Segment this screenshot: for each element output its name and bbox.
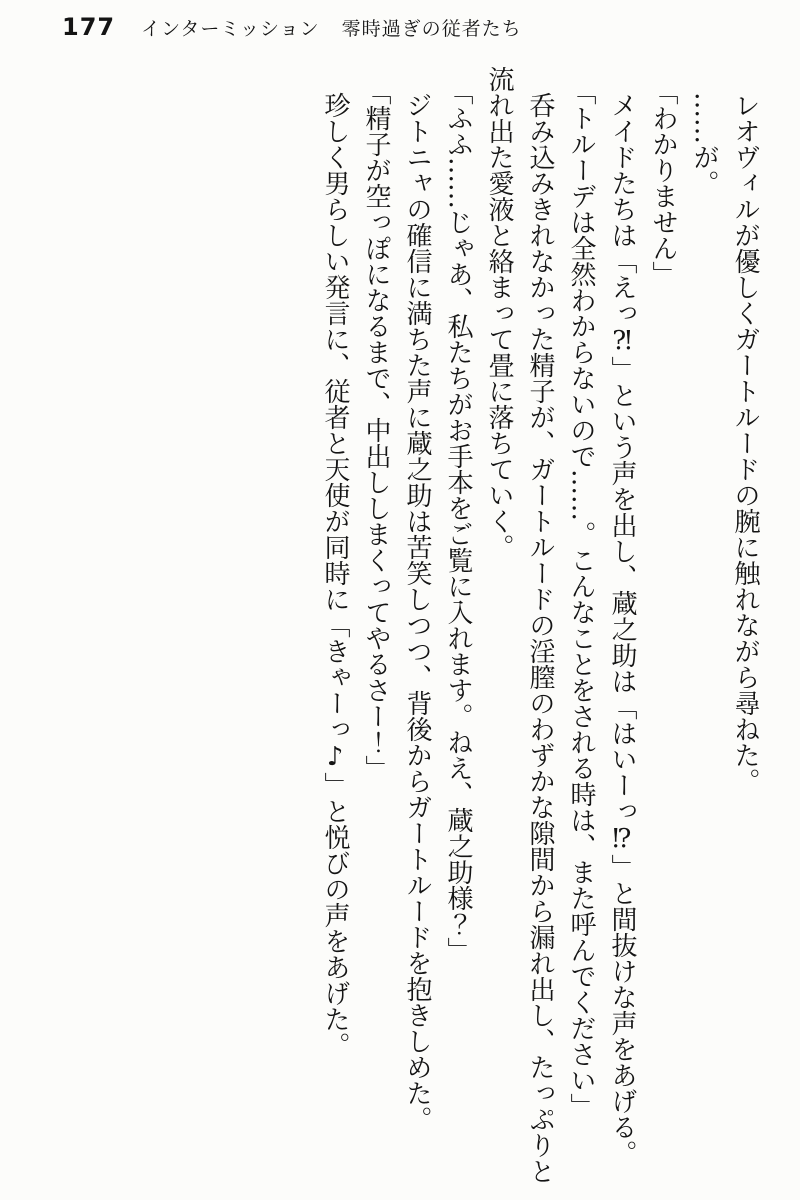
text-paragraph: ジトニャの確信に満ちた声に蔵之助は苦笑しつつ、背後からガートルードを抱きしめた。 (402, 92, 432, 1132)
text-paragraph: ……が。 (689, 92, 719, 196)
text-paragraph-dialogue: 「わかりません」 (648, 79, 678, 287)
text-paragraph: 呑み込みきれなかった精子が、ガートルードの淫膣のわずかな隙間から漏れ出し、たっぷりと流れ出た愛液と絡まって畳に落ちていく。 (484, 66, 555, 1184)
text-paragraph-dialogue: 「精子が空っぽになるまで、中出ししまくってやるさー！」 (361, 79, 391, 781)
page-number: 177 (62, 13, 116, 41)
chapter-label: インターミッション (141, 18, 320, 40)
text-paragraph-dialogue: 「トルーデは全然わからないので……。こんなことをされる時は、また呼んでください」 (566, 79, 596, 1119)
text-paragraph: メイドたちは「えっ⁈」という声を出し、蔵之助は「はいーっ⁉」と間抜けな声をあげる。 (607, 92, 637, 1166)
running-header (62, 13, 522, 41)
vertical-text-block (265, 66, 765, 1186)
text-paragraph: 珍しく男らしい発言に、従者と天使が同時に「きゃーっ♪」と悦びの声をあげた。 (320, 92, 350, 1058)
text-paragraph-dialogue: 「ふふ……じゃあ、私たちがお手本をご覧に入れます。ねえ、蔵之助様？」 (443, 79, 473, 963)
text-paragraph: レオヴィルが優しくガートルードの腕に触れながら尋ねた。 (730, 92, 760, 794)
page-title: 零時過ぎの従者たち (341, 18, 522, 40)
